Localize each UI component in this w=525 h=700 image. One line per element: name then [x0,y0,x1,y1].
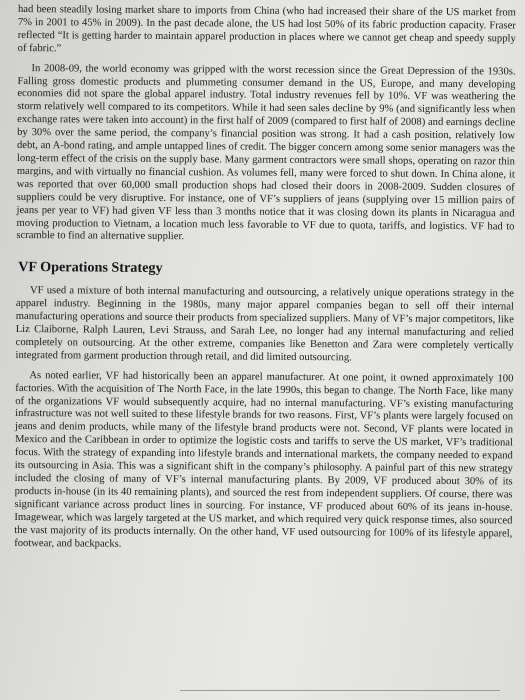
paragraph-market-share: had been steadily losing market share to imports from China (who had increased their share of the US market from 7% in 2001 to 45% in 2009). In the past decade alone, the US had lost 50% of its fabric production capacity. Fraser reflected “It is getting harder to maintain apparel production in places where we cannot get cheap and speedy supply of fabric.” [17,4,516,55]
section-heading: VF Operations Strategy [18,259,163,277]
paragraph-history: As noted earlier, VF had historically been an apparel manufacturer. At one point, it owned approximately 100 factories. With the acquisition of The North Face, in the late 1990s, this began to change. The North Face, like many of the organizations VF would subsequently acquire, had no internal manufacturing. VF’s existing manufacturing infrastructure was not well suited to these lifestyle brands for two reasons. First, VF’s plants were largely focused on jeans and denim products, while many of the lifestyle brand products were not. Second, VF plants were located in Mexico and the Caribbean in order to optimize the logistic costs and tariffs to serve the US market, VF’s traditional focus. With the strategy of expanding into lifestyle brands and international markets, the company needed to expand its outsourcing in Asia. This was a significant shift in the company’s philosophy. A painful part of this new strategy included the closing of many of VF’s internal manufacturing plants. By 2009, VF produced about 30% of its products in-house (in its 40 remaining plants), and sourced the rest from independent suppliers. Of course, there was significant variance across product lines in sourcing. For instance, VF produced about 60% of its jeans in-house. Imagewear, which was largely targeted at the US market, and which required very quick response times, also sourced the vast majority of its products internally. On the other hand, VF used outsourcing for 100% of its lifestyle apparel, footwear, and backpacks. [14,369,514,550]
page-edge-divider [180,690,500,691]
paragraph-operations-strategy: VF used a mixture of both internal manufacturing and outsourcing, a relatively unique operations strategy in the apparel industry. Beginning in the 1980s, many major apparel companies began to sell off their internal manufacturing operations and source their products from specialized suppliers. Many of VF’s major competitors, like Liz Claiborne, Ralph Lauren, Levi Strauss, and Sarah Lee, no longer had any internal manufacturing and relied completely on outsourcing. At the other extreme, companies like Benetton and Zara were completely vertically integrated from garment production through retail, and did limited outsourcing. [15,285,515,364]
document-page [14,4,516,561]
paragraph-recession: In 2008-09, the world economy was gripped with the worst recession since the Great Depression of the 1930s. Falling gross domestic products and plummeting consumer demand in the US, Europe, and many developing economies did not spare the global apparel industry. Total industry revenues fell by 10%. VF was weathering the storm relatively well compared to its competitors. While it had seen sales decline by 9% (and significantly less when exchange rates were taken into account) in the first half of 2009 (compared to first half of 2008) and earnings decline by 30% over the same period, the company’s financial position was strong. It had a cash position, relatively low debt, an A-bond rating, and ample untapped lines of credit. The bigger concern among some senior managers was the long-term effect of the crisis on the supply base. Many garment contractors were small shops, operating on razor thin margins, and with virtually no financial cushion. As volumes fell, many were forced to shut down. In China alone, it was reported that over 60,000 small production shops had closed their doors in 2008-2009. Sudden closures of suppliers could be very disruptive. For instance, one of VF’s suppliers of jeans (supplying over 15 million pairs of jeans per year to VF) had given VF less than 3 months notice that it was closing down its plants in Nicaragua and moving production to Vietnam, a location much less favorable to VF due to quota, tariffs, and logistics. VF had to scramble to find an alternative supplier. [16,62,516,243]
